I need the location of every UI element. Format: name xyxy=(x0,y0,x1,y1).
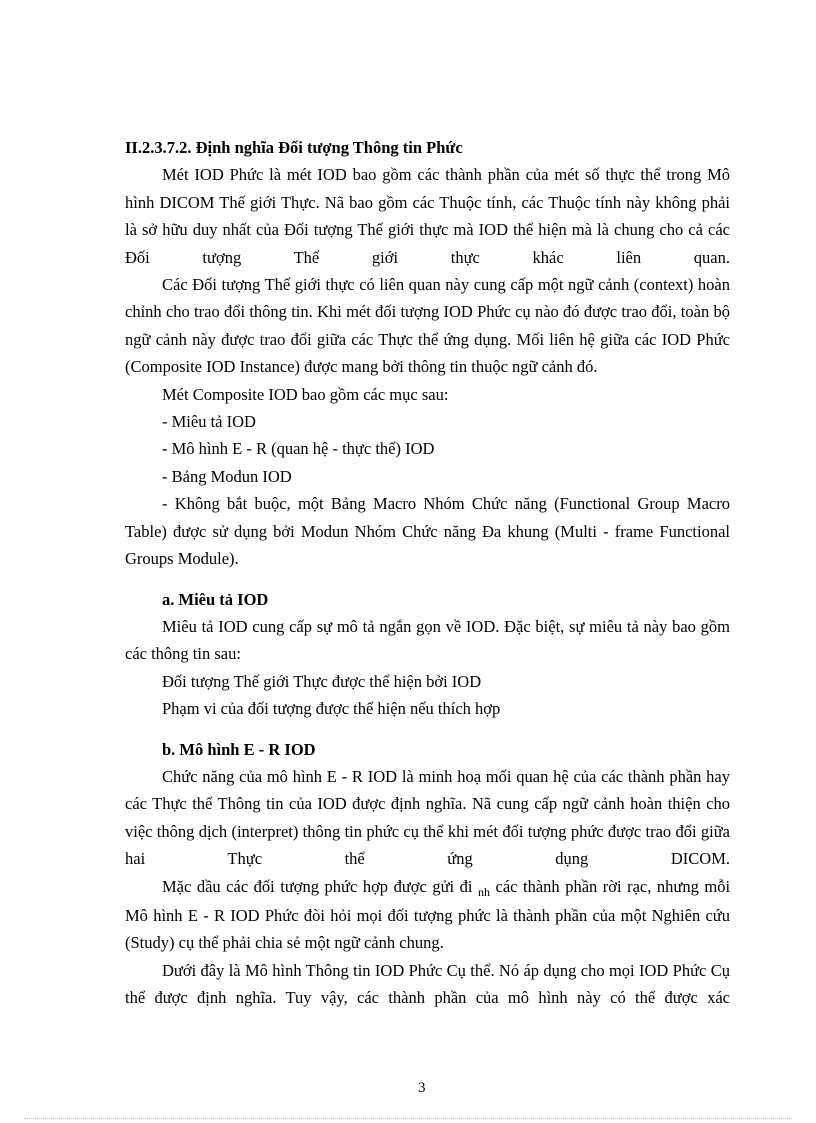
spacer xyxy=(125,723,730,736)
section-a-line-2: Phạm vi của đối tượng được thể hiện nếu thích hợp xyxy=(162,699,501,719)
subscript-fragment: nh xyxy=(478,884,490,899)
list-item: - Mô hình E - R (quan hệ - thực thể) IOD xyxy=(162,439,435,459)
section-b-paragraph-2 xyxy=(125,873,730,957)
list-item: - Miêu tả IOD xyxy=(162,412,256,432)
spacer xyxy=(125,573,730,586)
list-item: - Không bắt buộc, một Bảng Macro Nhóm Chức năng (Functional Group Macro Table) được sử dụng bởi Modun Nhóm Chức năng Đa khung (Multi - frame Functional Groups Module). xyxy=(125,494,730,569)
section-b-paragraph-2-end: các thành phần rời rạc, nhưng mỗi Mô hình E - R IOD Phức đòi hỏi mọi đối tượng phức là thành phần của một Nghiên cứu (Study) cụ thể phải chia sẻ một ngữ cảnh chung. xyxy=(125,876,731,953)
list-item: - Bảng Modun IOD xyxy=(162,466,292,486)
intro-paragraph-1: Mét IOD Phức là mét IOD bao gồm các thành phần của mét số thực thể trong Mô hình DICOM Thế giới Thực. Nã bao gồm các Thuộc tính, các Thuộc tính này không phải là sở hữu duy nhất của Đối tượng Thế giới thực mà IOD thể hiện mà là chung cho cả các Đối tượng Thế giới thực khác liên quan. xyxy=(125,165,730,267)
section-b-heading: b. Mô hình E - R IOD xyxy=(162,739,316,759)
intro-paragraph-3: Mét Composite IOD bao gồm các mục sau: xyxy=(162,384,449,404)
section-a-paragraph: Miêu tả IOD cung cấp sự mô tả ngắn gọn về IOD. Đặc biệt, sự miêu tả này bao gồm các thông tin sau: xyxy=(125,616,730,664)
intro-paragraph-2: Các Đối tượng Thế giới thực có liên quan này cung cấp một ngữ cảnh (context) hoàn chỉnh cho trao đổi thông tin. Khi mét đối tượng IOD Phức cụ nào đó được trao đổi, toàn bộ ngữ cảnh này được trao đổi giữa các Thực thể ứng dụng. Mối liên hệ giữa các IOD Phức (Composite IOD Instance) được mang bởi thông tin thuộc ngữ cảnh đó. xyxy=(125,275,730,377)
page-bottom-divider xyxy=(24,1118,792,1119)
section-a-line-1: Đối tượng Thế giới Thực được thể hiện bởi IOD xyxy=(162,671,482,691)
page-number: 3 xyxy=(418,1080,426,1096)
section-b-paragraph-2-start: Mặc dầu các đối tượng phức hợp được gửi đi xyxy=(162,876,473,896)
section-title: II.2.3.7.2. Định nghĩa Đối tượng Thông tin Phức xyxy=(125,138,463,157)
page-content xyxy=(125,134,730,1012)
section-b-paragraph-1: Chức năng của mô hình E - R IOD là minh hoạ mối quan hệ của các thành phần hay các Thực thể Thông tin của IOD được định nghĩa. Nã cung cấp ngữ cảnh hoàn thiện cho việc thông dịch (interpret) thông tin phức cụ thể khi mét đối tượng phức được trao đổi giữa hai Thực thể ứng dụng DICOM. xyxy=(125,766,730,869)
section-b-paragraph-3: Dưới đây là Mô hình Thông tin IOD Phức Cụ thể. Nó áp dụng cho mọi IOD Phức Cụ thể được định nghĩa. Tuy vậy, các thành phần của mô hình này có thể được xác xyxy=(125,960,730,1008)
section-a-heading: a. Miêu tả IOD xyxy=(162,589,269,609)
